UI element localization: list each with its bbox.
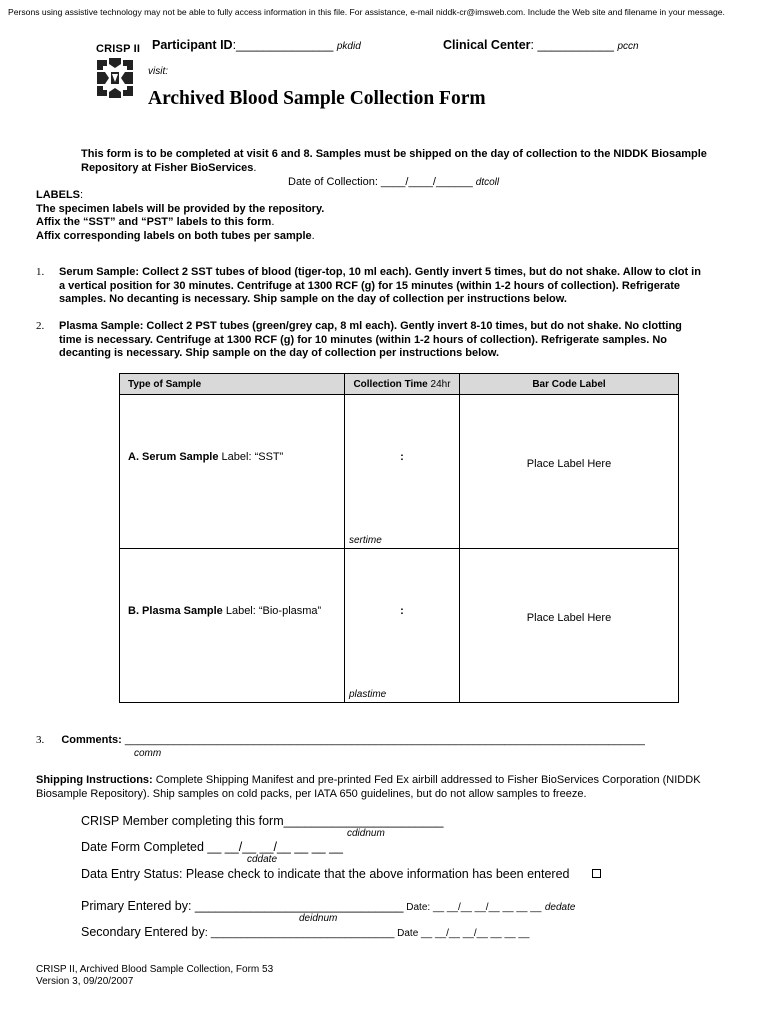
clinical-center-field[interactable]	[443, 38, 639, 52]
participant-id-blank: :______________	[232, 38, 334, 52]
shipping-line-1: Complete Shipping Manifest and pre-printed Fed Ex airbill addressed to Fisher BioServices Corporation (NIDDK	[152, 774, 701, 786]
item-line: Serum Sample: Collect 2 SST tubes of blood (tiger-top, 10 ml each). Gently invert 5 times, but do not shake. Allow to clot in	[59, 266, 701, 278]
primary-entered-field[interactable]	[81, 899, 575, 913]
crisp-logo-mark-icon	[95, 56, 135, 100]
place-label-text: Place Label Here	[526, 612, 612, 624]
collection-time-cell[interactable]	[345, 395, 460, 549]
time-colon: :	[400, 451, 404, 463]
logo-text: CRISP II	[96, 43, 141, 55]
primary-date-var: dedate	[544, 902, 576, 913]
date-of-collection-field[interactable]	[288, 176, 499, 188]
time-var: sertime	[349, 535, 382, 546]
data-entry-checkbox[interactable]	[592, 869, 601, 878]
sample-name	[128, 451, 283, 463]
item-text	[59, 320, 682, 361]
labels-heading-colon: :	[80, 189, 84, 201]
header-collection-time-suffix: 24hr	[427, 378, 451, 390]
form-title: Archived Blood Sample Collection Form	[148, 88, 486, 109]
sample-type-cell	[120, 549, 345, 703]
item-line: samples. No decanting is necessary. Ship sample on the day of collection per instructions below.	[59, 293, 567, 305]
labels-line-3-end: .	[311, 229, 315, 242]
form-footer	[36, 964, 273, 988]
header-type-of-sample: Type of Sample	[120, 374, 345, 395]
primary-date-label: Date: __ __/__ __/__ __ __ __	[403, 902, 542, 913]
item-number: 1.	[36, 266, 45, 278]
time-var: plastime	[349, 689, 387, 700]
table-row	[120, 395, 679, 549]
bar-code-cell[interactable]	[460, 395, 679, 549]
place-label-text: Place Label Here	[526, 458, 612, 470]
intro-line-2-end: .	[253, 161, 257, 174]
crisp-member-var: cdidnum	[347, 828, 385, 839]
visit-var: visit:	[148, 66, 168, 77]
sample-label: Label: “SST”	[218, 451, 284, 463]
clinical-center-blank: : ___________	[530, 38, 614, 52]
intro-line-2-text: Repository at Fisher BioServices	[81, 161, 254, 174]
comments-var: comm	[134, 748, 162, 759]
comments-label: Comments:	[61, 734, 122, 746]
sample-name-bold: B. Plasma Sample	[128, 605, 223, 617]
bar-code-cell[interactable]	[460, 549, 679, 703]
time-colon: :	[400, 605, 404, 617]
participant-id-label: Participant ID	[152, 38, 233, 52]
comments-field[interactable]	[36, 734, 645, 746]
header-collection-time	[345, 374, 460, 395]
labels-line-2-end: .	[271, 216, 275, 228]
secondary-entered-line: : ______________________________	[204, 927, 395, 939]
labels-heading: LABELS	[36, 189, 80, 201]
item-line: time is necessary. Centrifuge at 1300 RCF (g) for 10 minutes (within 1-2 hours of collection). Refrigerate samples. No	[59, 333, 667, 346]
labels-line-1: The specimen labels will be provided by the repository.	[36, 202, 325, 215]
table-row	[120, 549, 679, 703]
header-bar-code-label: Bar Code Label	[460, 374, 679, 395]
labels-line-3: Affix corresponding labels on both tubes per sample	[36, 229, 312, 242]
sample-table	[119, 373, 679, 703]
shipping-label: Shipping Instructions:	[36, 774, 153, 786]
data-entry-status: Data Entry Status: Please check to indicate that the above information has been entered	[81, 867, 570, 881]
clinical-center-label: Clinical Center	[443, 38, 531, 52]
footer-line-2: Version 3, 09/20/2007	[36, 976, 134, 987]
date-of-collection-var: dtcoll	[475, 177, 500, 188]
sample-type-cell	[120, 395, 345, 549]
crisp-member-field[interactable]: CRISP Member completing this form_______________________	[81, 814, 444, 828]
intro-text	[81, 148, 707, 175]
item-text	[59, 266, 701, 307]
table-header-row	[120, 374, 679, 395]
header-collection-time-label: Collection Time	[353, 378, 428, 390]
comments-number: 3.	[36, 734, 45, 746]
intro-line-1: This form is to be completed at visit 6 and 8. Samples must be shipped on the day of collection to the NIDDK Biosample	[81, 148, 707, 160]
sample-label: Label: “Bio-plasma”	[222, 605, 322, 617]
shipping-instructions	[36, 773, 701, 801]
item-line: decanting is necessary. Ship sample on the day of collection per instructions below.	[59, 347, 500, 359]
intro-line-2	[81, 162, 707, 176]
primary-entered-label: Primary Entered by: ______________________________	[81, 899, 404, 913]
accessibility-notice: Persons using assistive technology may not be able to fully access information in this file. For assistance, e-mail niddk-cr@imsweb.com. Include the Web site and filename in your message.	[8, 7, 725, 17]
clinical-center-var: pccn	[617, 41, 639, 52]
participant-id-field[interactable]	[152, 38, 361, 52]
shipping-line-2: Biosample Repository). Ship samples on cold packs, per IATA 650 guidelines, but do not allow samples to freeze.	[36, 788, 587, 800]
instruction-item-serum	[36, 266, 746, 308]
sample-name-bold: A. Serum Sample	[128, 451, 219, 463]
date-of-collection-label: Date of Collection: ____/____/______	[288, 176, 473, 188]
secondary-date-label: Date __ __/__ __/__ __ __ __	[394, 928, 530, 939]
labels-section	[36, 189, 324, 243]
sample-name	[128, 605, 321, 617]
participant-id-var: pkdid	[336, 41, 361, 52]
collection-time-cell[interactable]	[345, 549, 460, 703]
item-number: 2.	[36, 320, 45, 332]
item-line: Plasma Sample: Collect 2 PST tubes (green/grey cap, 8 ml each). Gently invert 8-10 times, but do not shake. No clotting	[59, 320, 682, 332]
primary-entered-var: deidnum	[299, 913, 338, 924]
footer-line-1: CRISP II, Archived Blood Sample Collection, Form 53	[36, 964, 274, 975]
instruction-item-plasma	[36, 320, 746, 362]
date-form-completed-field[interactable]: Date Form Completed __ __/__ __/__ __ __ __	[81, 840, 343, 854]
date-form-completed-var: cddate	[247, 854, 278, 865]
secondary-entered-field[interactable]	[81, 925, 529, 939]
comments-line: _____________________________________________________________________________________	[121, 734, 645, 746]
labels-line-2: Affix the “SST” and “PST” labels to this form	[36, 216, 272, 228]
secondary-entered-label: Secondary Entered by	[81, 925, 205, 939]
item-line: a vertical position for 30 minutes. Centrifuge at 1300 RCF (g) for 15 minutes (within 1-2 hours of collection). Refrigerate	[59, 279, 680, 292]
